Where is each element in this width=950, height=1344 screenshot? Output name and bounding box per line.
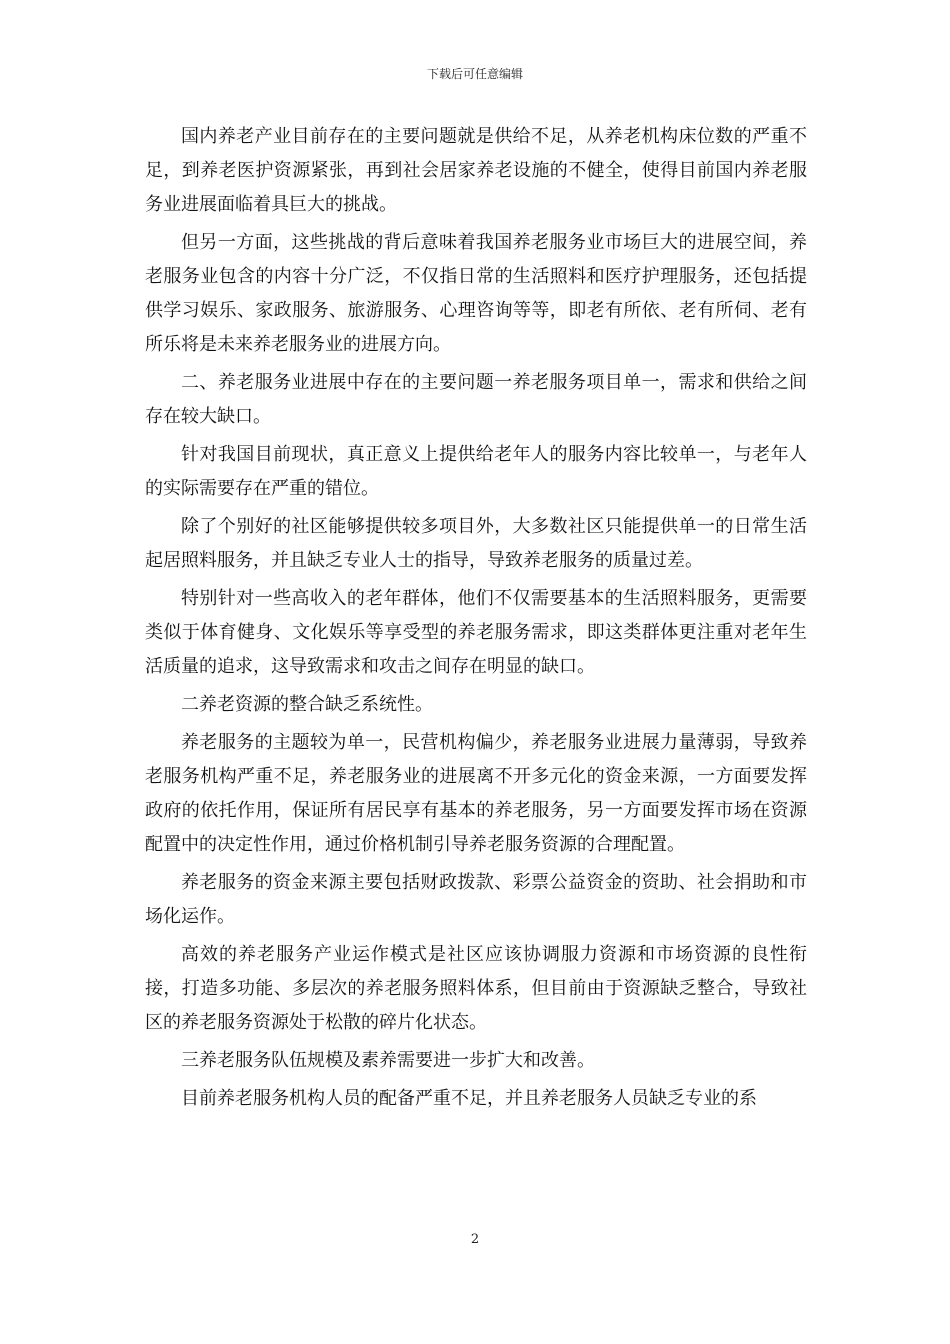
paragraph: 养老服务的主题较为单一，民营机构偏少，养老服务业进展力量薄弱，导致养老服务机构严重不足，养老服务业的进展离不开多元化的资金来源，一方面要发挥政府的依托作用，保证所有居民享有基本的养老服务，另一方面要发挥市场在资源配置中的决定性作用，通过价格机制引导养老服务资源的合理配置。 [145, 732, 807, 855]
page-number: 2 [470, 1232, 480, 1247]
paragraph: 除了个别好的社区能够提供较多项目外，大多数社区只能提供单一的日常生活起居照料服务，并且缺乏专业人士的指导，导致养老服务的质量过差。 [145, 516, 807, 571]
paragraph: 特别针对一些高收入的老年群体，他们不仅需要基本的生活照料服务，更需要类似于体育健身、文化娱乐等享受型的养老服务需求，即这类群体更注重对老年生活质量的追求，这导致需求和攻击之间存在明显的缺口。 [145, 588, 807, 677]
paragraph: 高效的养老服务产业运作模式是社区应该协调服力资源和市场资源的良性衔接，打造多功能、多层次的养老服务照料体系，但目前由于资源缺乏整合，导致社区的养老服务资源处于松散的碎片化状态。 [145, 944, 807, 1033]
document-body [145, 120, 807, 1120]
paragraph: 二、养老服务业进展中存在的主要问题一养老服务项目单一，需求和供给之间存在较大缺口。 [145, 372, 807, 427]
section-heading: 二养老资源的整合缺乏系统性。 [181, 694, 433, 715]
paragraph: 养老服务的资金来源主要包括财政拨款、彩票公益资金的资助、社会捐助和市场化运作。 [145, 872, 807, 927]
page-header: 下载后可任意编辑 [426, 67, 523, 81]
paragraph: 国内养老产业目前存在的主要问题就是供给不足，从养老机构床位数的严重不足，到养老医护资源紧张，再到社会居家养老设施的不健全，使得目前国内养老服务业进展面临着具巨大的挑战。 [145, 126, 807, 215]
paragraph: 目前养老服务机构人员的配备严重不足，并且养老服务人员缺乏专业的系 [181, 1088, 757, 1109]
paragraph: 针对我国目前现状，真正意义上提供给老年人的服务内容比较单一，与老年人的实际需要存在严重的错位。 [145, 444, 807, 499]
paragraph: 但另一方面，这些挑战的背后意味着我国养老服务业市场巨大的进展空间，养老服务业包含的内容十分广泛，不仅指日常的生活照料和医疗护理服务，还包括提供学习娱乐、家政服务、旅游服务、心理咨询等等，即老有所依、老有所伺、老有所乐将是未来养老服务业的进展方向。 [145, 232, 807, 355]
section-heading: 三养老服务队伍规模及素养需要进一步扩大和改善。 [181, 1050, 595, 1071]
